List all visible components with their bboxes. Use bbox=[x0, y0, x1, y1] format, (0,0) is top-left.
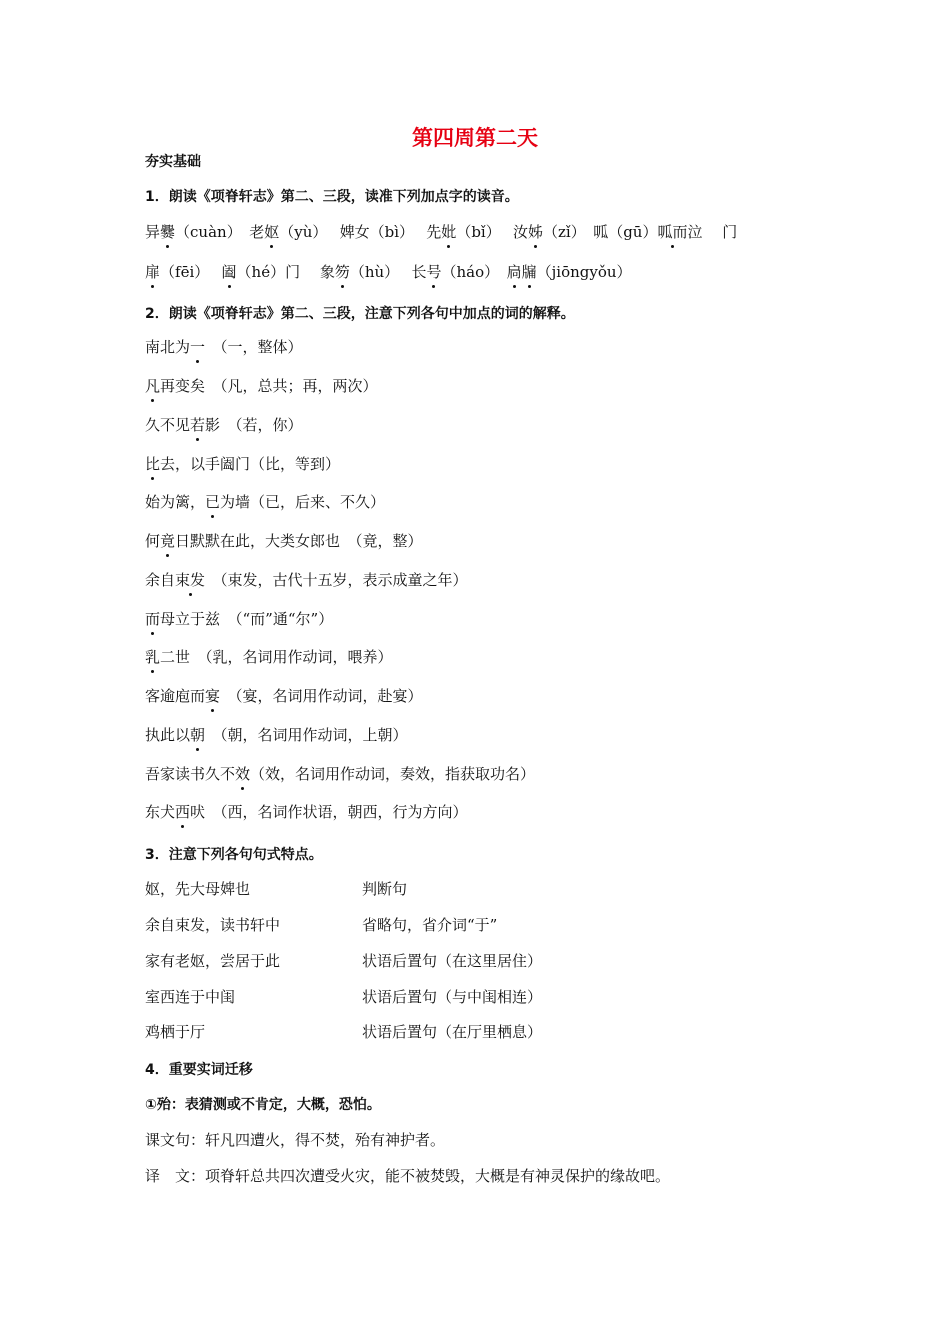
text: 母立于兹 （“而”通“尔”） bbox=[160, 610, 334, 628]
dotted-word: 束发 bbox=[175, 571, 206, 589]
dotted-char: 扃 bbox=[506, 263, 522, 281]
text: （朝，名词用作动词，上朝） bbox=[205, 726, 408, 744]
dotted-char: 阖 bbox=[221, 263, 237, 281]
dotted-char: 扉 bbox=[145, 263, 161, 281]
text: （宴，名词用作动词，赴宴） bbox=[220, 687, 423, 705]
q3-heading: 3．注意下列各句句式特点。 bbox=[145, 847, 323, 863]
text: 二世 （乳，名词用作动词，喂养） bbox=[160, 648, 393, 666]
q2-line bbox=[145, 337, 303, 357]
dotted-word: 西 bbox=[175, 803, 191, 821]
q3-sentence: 室西连于中闺 bbox=[145, 988, 236, 1006]
dotted-word: 乳 bbox=[145, 648, 161, 666]
text: （háo） bbox=[441, 263, 507, 281]
page-title: 第四周第二天 bbox=[412, 126, 538, 150]
text: 余自 bbox=[145, 571, 176, 589]
q3-pattern: 状语后置句（在厅里栖息） bbox=[362, 1023, 543, 1041]
dotted-word: 朝 bbox=[190, 726, 206, 744]
q2-line bbox=[145, 531, 423, 551]
text: 客逾庖而 bbox=[145, 687, 206, 705]
text: （效，名词用作动词，奏效，指获取功名） bbox=[250, 765, 536, 783]
text: 始为篱， bbox=[145, 493, 206, 511]
text: 吾家读书久不 bbox=[145, 765, 236, 783]
q3-sentence: 余自束发，读书轩中 bbox=[145, 916, 281, 934]
q3-pattern: 状语后置句（在这里居住） bbox=[362, 952, 543, 970]
text: 日默默在此，大类女郎也 （竟，整） bbox=[175, 532, 423, 550]
text: （jiōngyǒu） bbox=[536, 263, 632, 281]
q2-line bbox=[145, 415, 303, 435]
text: 执此以 bbox=[145, 726, 191, 744]
q2-line bbox=[145, 802, 468, 822]
text: （zǐ） 呱 bbox=[543, 223, 609, 241]
q2-line bbox=[145, 492, 385, 512]
q2-heading: 2．朗读《项脊轩志》第二、三段，注意下列各句中加点的词的解释。 bbox=[145, 306, 575, 322]
text: （一，整体） bbox=[205, 338, 303, 356]
text: （fēi） bbox=[160, 263, 222, 281]
dotted-word: 一 bbox=[190, 338, 206, 356]
text: 吠 （西，名词作状语，朝西，行为方向） bbox=[190, 803, 468, 821]
dotted-char: 妣 bbox=[441, 223, 457, 241]
text: （cuàn） 老 bbox=[175, 223, 265, 241]
q3-sentence: 家有老妪，尝居于此 bbox=[145, 952, 281, 970]
dotted-char: 牖 bbox=[521, 263, 537, 281]
dotted-word: 凡 bbox=[145, 377, 161, 395]
text: 久不见 bbox=[145, 416, 191, 434]
dotted-char: 妪 bbox=[264, 223, 280, 241]
q1-line-2 bbox=[145, 262, 632, 282]
text: （yù） 婢女（bì） 先 bbox=[279, 223, 442, 241]
q2-line bbox=[145, 570, 468, 590]
dotted-word: 若 bbox=[190, 416, 206, 434]
text: 东犬 bbox=[145, 803, 176, 821]
dotted-word: 宴 bbox=[205, 687, 221, 705]
text: 再变矣 （凡，总共；再，两次） bbox=[160, 377, 378, 395]
text: 为墙（已，后来、不久） bbox=[220, 493, 386, 511]
text: 南北为 bbox=[145, 338, 191, 356]
q3-pattern: 省略句，省介词“于” bbox=[362, 916, 498, 934]
text: 去，以手阖门（比，等到） bbox=[160, 455, 341, 473]
text: 何 bbox=[145, 532, 161, 550]
dotted-char: 姊 bbox=[527, 223, 543, 241]
text: （束发，古代十五岁，表示成童之年） bbox=[205, 571, 468, 589]
dotted-word: 已 bbox=[205, 493, 221, 511]
q3-sentence: 妪，先大母婢也 bbox=[145, 880, 251, 898]
q3-sentence: 鸡栖于厅 bbox=[145, 1023, 206, 1041]
section-heading: 夯实基础 bbox=[145, 154, 201, 170]
text: （hé）门 象 bbox=[236, 263, 335, 281]
q4-example: 课文句：轩凡四遭火，得不焚，殆有神护者。 bbox=[145, 1131, 446, 1149]
text: （hù） 长 bbox=[349, 263, 427, 281]
q3-pattern: 判断句 bbox=[362, 880, 408, 898]
q2-line bbox=[145, 725, 408, 745]
q2-line bbox=[145, 764, 535, 784]
dotted-word: 竟 bbox=[160, 532, 176, 550]
q2-line bbox=[145, 647, 393, 667]
q2-line bbox=[145, 609, 333, 629]
q2-line bbox=[145, 376, 378, 396]
q1-line-1 bbox=[145, 222, 737, 242]
q2-line bbox=[145, 454, 340, 474]
q4-translation: 译 文：项脊轩总共四次遭受火灾，能不被焚毁，大概是有神灵保护的缘故吧。 bbox=[145, 1167, 671, 1185]
text: （bǐ） 汝 bbox=[456, 223, 528, 241]
q3-pattern: 状语后置句（与中闺相连） bbox=[362, 988, 543, 1006]
dotted-char: 爨 bbox=[160, 223, 176, 241]
q4-heading: 4．重要实词迁移 bbox=[145, 1062, 253, 1078]
dotted-char: （gū）呱而泣 门 bbox=[608, 223, 738, 241]
q2-line bbox=[145, 686, 423, 706]
text: 异 bbox=[145, 223, 161, 241]
dotted-char: 号 bbox=[426, 263, 442, 281]
dotted-word: 比 bbox=[145, 455, 161, 473]
dotted-char: 笏 bbox=[334, 263, 350, 281]
dotted-word: 效 bbox=[235, 765, 251, 783]
dotted-word: 而 bbox=[145, 610, 161, 628]
q1-heading: 1．朗读《项脊轩志》第二、三段，读准下列加点字的读音。 bbox=[145, 189, 519, 205]
q4-subheading: ①殆：表猜测或不肯定，大概，恐怕。 bbox=[145, 1097, 381, 1113]
text: 影 （若，你） bbox=[205, 416, 303, 434]
